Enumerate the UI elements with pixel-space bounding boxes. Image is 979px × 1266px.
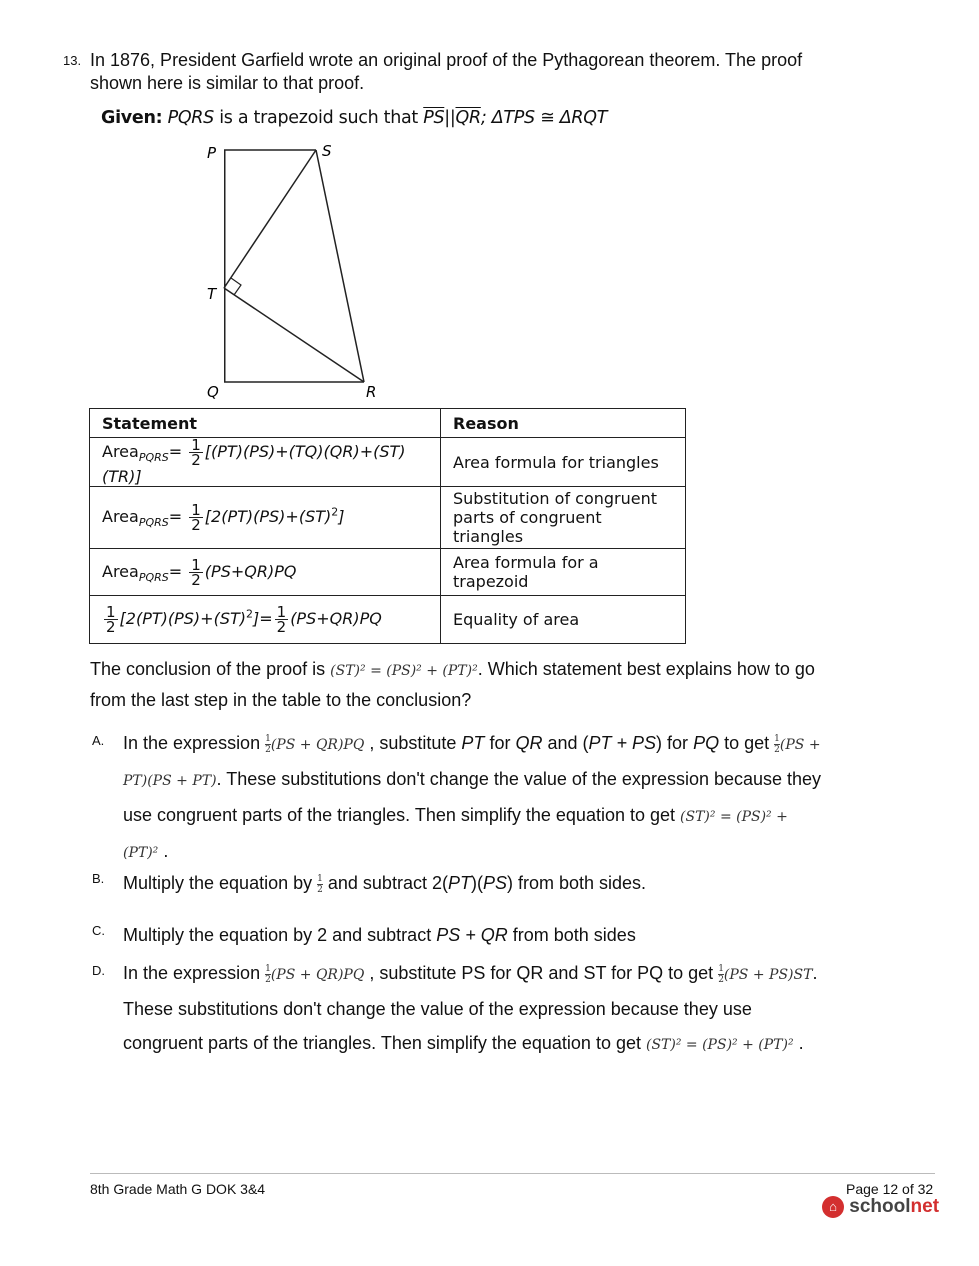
label-r: R [366,383,377,401]
row2-expr-end: ] [338,507,345,526]
statement-cell [90,596,441,644]
reason-cell: Substitution of congruent parts of congruent triangles [441,487,686,549]
header-statement: Statement [90,409,441,438]
footer-course: 8th Grade Math G DOK 3&4 [90,1181,266,1197]
given-parallel: || [444,108,456,128]
row2-expr: [2(PT)(PS)+(ST) [204,507,332,526]
row4-expr: [2(PT)(PS)+(ST) [119,609,246,628]
given-seg-ps: $\overline{PS}$ [423,108,445,128]
fraction-half: $\frac{1}{2}$ [317,873,323,895]
reason-cell: Area formula for a trapezoid [441,549,686,596]
statement-cell: Area$_{PQRS}$= $\frac{1}{2}$ [(PT)(PS)+(TQ)(QR)+(ST)(TR)] [90,438,441,487]
proof-table [89,408,686,644]
table-row [90,596,686,644]
label-q: Q [207,383,219,401]
area-word: Area [102,442,139,461]
row4-expr-end: (PS+QR)PQ [290,609,382,628]
footer-divider [90,1173,935,1174]
reason-cell: Area formula for triangles [441,438,686,487]
schoolnet-logo: ⌂ schoolnet [822,1196,939,1218]
conclusion-tail: . Which statement best explains how to go from the last step in the table to the conclusion? [90,659,815,710]
option-a-label[interactable]: A. [92,733,105,748]
option-a-text[interactable]: In the expression $\frac{1}{2}$ (PS + QR)PQ , substitute PT for QR and (PT + PS) for PQ to get $\frac{1}{2}$ (PS + PT)(PS + PT). These substitutions don't change the value of the expression because they use congruent parts of the triangles. Then simplify the equation to get (ST)² = (PS)² + (PT)² . [123,733,822,861]
header-reason: Reason [441,409,686,438]
table-row [90,549,686,596]
fraction-half: $\frac{1}{2}$ [774,733,780,755]
given-statement [101,108,607,128]
fraction-half: $\frac{1}{2}$ [191,555,201,589]
option-a-expr1: (PS + QR)PQ [270,737,365,753]
fraction-half: $\frac{1}{2}$ [191,436,201,469]
table-row [90,487,686,549]
home-icon: ⌂ [822,1196,844,1218]
area-sub: PQRS [138,516,169,529]
area-sub: PQRS [138,451,169,464]
fraction-half: $\frac{1}{2}$ [276,603,287,636]
row2-sup: 2 [331,505,339,519]
area-word: Area [102,561,139,581]
label-s: S [322,142,332,160]
label-t: T [207,285,217,303]
option-d-equation: (ST)² = (PS)² + (PT)² [646,1037,794,1053]
fraction-half: $\frac{1}{2}$ [191,501,201,534]
fraction-half: $\frac{1}{2}$ [265,963,271,985]
area-word: Area [102,507,139,526]
option-a-equation: (ST)² = (PS)² + (PT)² [123,809,788,861]
conclusion-equation: (ST)² = (PS)² + (PT)² [330,663,478,679]
given-label: Given: [101,108,163,128]
given-seg-qr: $\overline{QR}$ [455,108,481,128]
row4-sup: 2 [245,607,253,621]
conclusion-text [90,655,830,715]
given-mid: is a trapezoid such that [213,108,424,128]
option-c-text[interactable]: Multiply the equation by 2 and subtract PS + QR from both sides [123,925,636,945]
label-p: P [207,144,217,162]
question-text: In 1876, President Garfield wrote an original proof of the Pythagorean theorem. The proof shown here is similar to that proof. [90,50,803,93]
row3-expr: (PS+QR)PQ [204,561,297,581]
fraction-half: $\frac{1}{2}$ [718,963,724,985]
area-sub: PQRS [138,570,169,584]
given-quad: PQRS [167,108,214,128]
reason-cell: Equality of area [441,596,686,644]
option-b-text[interactable]: Multiply the equation by $\frac{1}{2}$ and subtract 2(PT)(PS) from both sides. [123,873,647,895]
row1-expr: [(PT)(PS)+(TQ)(QR)+(ST)(TR)] [102,442,406,486]
footer-page-number: Page 12 of 32 [846,1181,934,1197]
option-a-expr2: (PS + PT)(PS + PT) [123,737,821,789]
row4-expr-mid: ]= [252,609,273,628]
option-d-expr1: (PS + QR)PQ [270,967,365,983]
option-b-label[interactable]: B. [92,871,105,886]
statement-cell: Area$_{PQRS}$= $\frac{1}{2}$ (PS+QR)PQ [90,549,441,596]
fraction-half: $\frac{1}{2}$ [106,603,116,636]
table-row [90,438,686,487]
conclusion-lead: The conclusion of the proof is [90,659,326,679]
option-d-text[interactable]: In the expression $\frac{1}{2}$ (PS + QR)PQ , substitute PS for QR and ST for PQ to get $\frac{1}{2}$ (PS + PS)ST. These substitutions don't change the value of the expression because they use congruent parts of the triangles. Then simplify the equation to get (ST)² = (PS)² + (PT)² . [123,963,818,1053]
question-number: 13. [63,53,82,68]
option-d-expr2: (PS + PS)ST [723,967,813,983]
trapezoid-figure [195,138,395,403]
option-c-label[interactable]: C. [92,923,105,938]
statement-cell: Area$_{PQRS}$= $\frac{1}{2}$ [2(PT)(PS)+(ST)$^2$] [90,487,441,549]
option-d-label[interactable]: D. [92,963,105,978]
fraction-half: $\frac{1}{2}$ [265,733,271,755]
given-tail: ; ΔTPS ≅ ΔRQT [480,108,608,128]
